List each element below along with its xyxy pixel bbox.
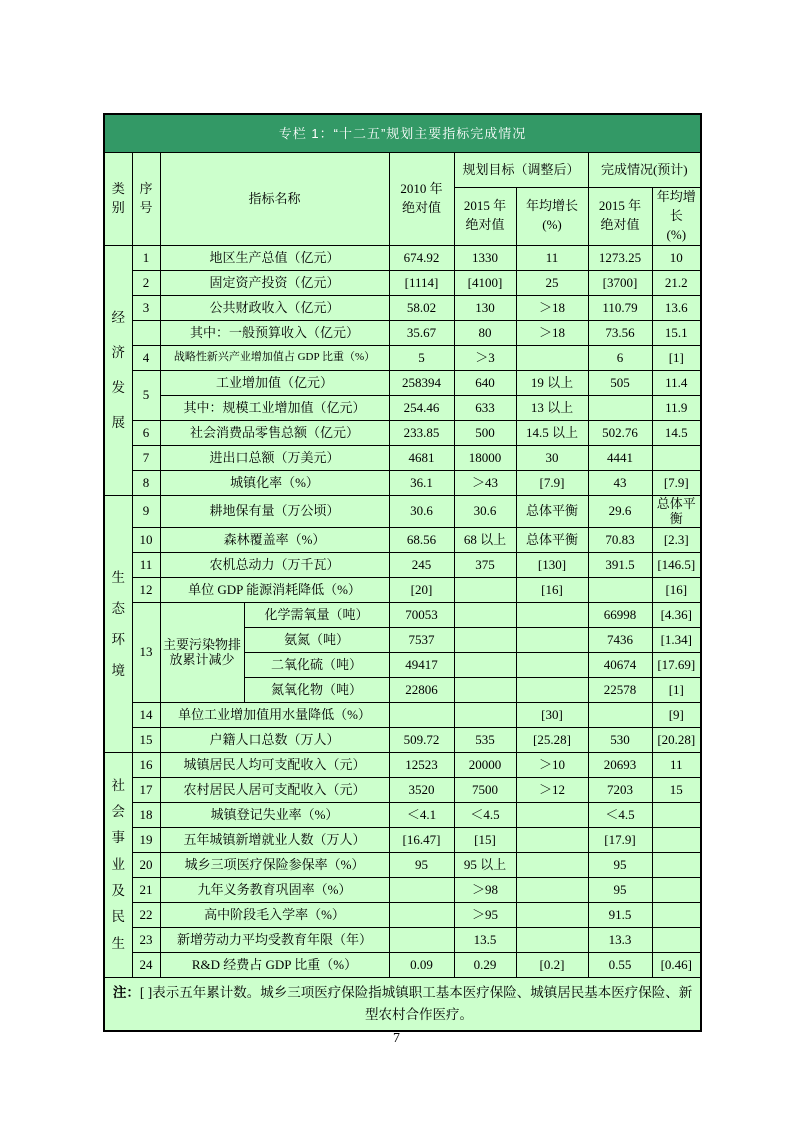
done-2015-cell: 70.83 bbox=[588, 527, 652, 552]
plan-2015-cell: 20000 bbox=[454, 752, 516, 777]
indicator-name-cell: 九年义务教育巩固率（%） bbox=[160, 877, 389, 902]
table-title-row bbox=[104, 114, 701, 153]
plan-growth-cell bbox=[516, 852, 588, 877]
indicator-name-cell: 单位 GDP 能源消耗降低（%） bbox=[160, 577, 389, 602]
row-number-cell: 15 bbox=[132, 727, 160, 752]
header-done-2015-absolute bbox=[588, 188, 652, 246]
done-growth-cell: 15.1 bbox=[652, 320, 701, 345]
table-row bbox=[104, 902, 701, 927]
table-row bbox=[104, 345, 701, 370]
done-2015-cell: 505 bbox=[588, 370, 652, 395]
indicator-name-cell: 户籍人口总数（万人） bbox=[160, 727, 389, 752]
plan-growth-cell: 19 以上 bbox=[516, 370, 588, 395]
done-growth-cell bbox=[652, 827, 701, 852]
done-growth-cell: 11 bbox=[652, 752, 701, 777]
done-growth-cell: 11.9 bbox=[652, 395, 701, 420]
done-growth-cell: [4.36] bbox=[652, 602, 701, 627]
plan-growth-cell: ＞18 bbox=[516, 320, 588, 345]
table-row bbox=[104, 470, 701, 495]
row-number-cell: 1 bbox=[132, 245, 160, 270]
row-number-cell: 9 bbox=[132, 495, 160, 527]
plan-2015-cell: 18000 bbox=[454, 445, 516, 470]
plan-2015-cell: 535 bbox=[454, 727, 516, 752]
table-row bbox=[104, 852, 701, 877]
value-2010-cell: [16.47] bbox=[389, 827, 454, 852]
plan-growth-cell: 总体平衡 bbox=[516, 495, 588, 527]
plan-2015-cell: 30.6 bbox=[454, 495, 516, 527]
note-text: [ ]表示五年累计数。城乡三项医疗保险指城镇职工基本医疗保险、城镇居民基本医疗保险、新型农村合作医疗。 bbox=[139, 985, 693, 1022]
plan-2015-cell bbox=[454, 677, 516, 702]
done-growth-cell: 14.5 bbox=[652, 420, 701, 445]
plan-growth-cell: 13 以上 bbox=[516, 395, 588, 420]
value-2010-cell: 258394 bbox=[389, 370, 454, 395]
table-row bbox=[104, 552, 701, 577]
header-2010-absolute bbox=[389, 153, 454, 246]
plan-growth-cell: [25.28] bbox=[516, 727, 588, 752]
plan-growth-cell: [0.2] bbox=[516, 952, 588, 977]
done-growth-cell bbox=[652, 902, 701, 927]
indicator-name-cell: 社会消费品零售总额（亿元） bbox=[160, 420, 389, 445]
done-growth-cell: [0.46] bbox=[652, 952, 701, 977]
plan-growth-cell bbox=[516, 652, 588, 677]
pollutant-group-label-cell: 主要污染物排放累计减少 bbox=[160, 602, 244, 702]
document-page-content bbox=[103, 113, 702, 1032]
value-2010-cell: 7537 bbox=[389, 627, 454, 652]
header-done-growth-line1: 年均增长 bbox=[656, 189, 696, 223]
plan-2015-cell: 7500 bbox=[454, 777, 516, 802]
indicator-name-cell: 单位工业增加值用水量降低（%） bbox=[160, 702, 389, 727]
done-2015-cell: 0.55 bbox=[588, 952, 652, 977]
plan-2015-cell: 633 bbox=[454, 395, 516, 420]
plan-2015-cell: 130 bbox=[454, 295, 516, 320]
row-number-cell: 8 bbox=[132, 470, 160, 495]
value-2010-cell: 95 bbox=[389, 852, 454, 877]
header-done-2015-line1: 2015 年 bbox=[598, 198, 642, 214]
done-2015-cell: 20693 bbox=[588, 752, 652, 777]
table-row bbox=[104, 370, 701, 395]
indicator-name-cell: 工业增加值（亿元） bbox=[160, 370, 389, 395]
table-row bbox=[104, 270, 701, 295]
plan-2015-cell: ＞43 bbox=[454, 470, 516, 495]
plan-2015-cell: [15] bbox=[454, 827, 516, 852]
header-done-growth bbox=[652, 188, 701, 246]
header-category bbox=[104, 153, 132, 246]
done-growth-cell: [7.9] bbox=[652, 470, 701, 495]
header-2010-line2: 绝对值 bbox=[401, 199, 441, 215]
table-row bbox=[104, 927, 701, 952]
table-row bbox=[104, 952, 701, 977]
done-2015-cell: 502.76 bbox=[588, 420, 652, 445]
table-row bbox=[104, 727, 701, 752]
indicator-name-cell: 地区生产总值（亿元） bbox=[160, 245, 389, 270]
header-no bbox=[132, 153, 160, 246]
row-number-cell: 3 bbox=[132, 295, 160, 320]
indicator-name-cell: 城镇登记失业率（%） bbox=[160, 802, 389, 827]
table-row bbox=[104, 527, 701, 552]
indicator-name-cell: 农村居民人居可支配收入（元） bbox=[160, 777, 389, 802]
category-cell-social bbox=[104, 752, 132, 977]
plan-growth-cell bbox=[516, 677, 588, 702]
header-category-line1: 类 bbox=[111, 180, 125, 196]
plan-growth-cell: 25 bbox=[516, 270, 588, 295]
value-2010-cell: 35.67 bbox=[389, 320, 454, 345]
row-number-cell: 18 bbox=[132, 802, 160, 827]
plan-growth-cell: 总体平衡 bbox=[516, 527, 588, 552]
table-note bbox=[107, 982, 698, 1025]
done-2015-cell: 1273.25 bbox=[588, 245, 652, 270]
indicator-name-cell: 新增劳动力平均受教育年限（年） bbox=[160, 927, 389, 952]
plan-growth-cell: 14.5 以上 bbox=[516, 420, 588, 445]
row-number-cell: 2 bbox=[132, 270, 160, 295]
indicator-name-cell: 耕地保有量（万公顷） bbox=[160, 495, 389, 527]
done-2015-cell: 95 bbox=[588, 852, 652, 877]
plan-growth-cell bbox=[516, 345, 588, 370]
sub-indicator-name-cell: 氮氧化物（吨） bbox=[244, 677, 389, 702]
plan-growth-cell: [7.9] bbox=[516, 470, 588, 495]
plan-2015-cell bbox=[454, 577, 516, 602]
header-plan-2015-line2: 绝对值 bbox=[465, 217, 505, 233]
row-number-cell: 17 bbox=[132, 777, 160, 802]
done-2015-cell: 43 bbox=[588, 470, 652, 495]
header-2010-line1: 2010 年 bbox=[400, 180, 443, 196]
header-no-line2: 号 bbox=[139, 199, 153, 215]
done-2015-cell: 391.5 bbox=[588, 552, 652, 577]
value-2010-cell bbox=[389, 927, 454, 952]
row-number-cell: 22 bbox=[132, 902, 160, 927]
plan-growth-cell: ＞18 bbox=[516, 295, 588, 320]
header-done-2015-line2: 绝对值 bbox=[600, 217, 640, 233]
done-2015-cell bbox=[588, 395, 652, 420]
plan-2015-cell bbox=[454, 652, 516, 677]
done-2015-cell: 40674 bbox=[588, 652, 652, 677]
row-number-cell: 6 bbox=[132, 420, 160, 445]
value-2010-cell: 49417 bbox=[389, 652, 454, 677]
done-growth-cell: [9] bbox=[652, 702, 701, 727]
value-2010-cell: 30.6 bbox=[389, 495, 454, 527]
plan-2015-cell: 500 bbox=[454, 420, 516, 445]
row-number-cell: 13 bbox=[132, 602, 160, 702]
category-cell-economy bbox=[104, 245, 132, 495]
done-growth-cell: [2.3] bbox=[652, 527, 701, 552]
value-2010-cell: 5 bbox=[389, 345, 454, 370]
value-2010-cell: 674.92 bbox=[389, 245, 454, 270]
row-number-cell: 19 bbox=[132, 827, 160, 852]
row-number-cell: 11 bbox=[132, 552, 160, 577]
category-cell-ecology bbox=[104, 495, 132, 752]
plan-2015-cell bbox=[454, 702, 516, 727]
plan-2015-cell: ＜4.5 bbox=[454, 802, 516, 827]
done-2015-cell: 13.3 bbox=[588, 927, 652, 952]
row-number-cell: 12 bbox=[132, 577, 160, 602]
table-row bbox=[104, 320, 701, 345]
table-row bbox=[104, 295, 701, 320]
plan-growth-cell: [16] bbox=[516, 577, 588, 602]
header-no-line1: 序 bbox=[139, 180, 153, 196]
category-label: 社会事业及民生 bbox=[111, 777, 125, 951]
plan-indicators-table bbox=[103, 113, 702, 1032]
value-2010-cell: 3520 bbox=[389, 777, 454, 802]
header-plan-growth-line1: 年均增长 bbox=[525, 198, 578, 214]
done-growth-cell: [1] bbox=[652, 345, 701, 370]
indicator-name-cell: 其中：一般预算收入（亿元） bbox=[160, 320, 389, 345]
done-growth-cell: 15 bbox=[652, 777, 701, 802]
value-2010-cell bbox=[389, 902, 454, 927]
table-row bbox=[104, 245, 701, 270]
done-growth-cell: [1] bbox=[652, 677, 701, 702]
value-2010-cell: 233.85 bbox=[389, 420, 454, 445]
plan-2015-cell: 13.5 bbox=[454, 927, 516, 952]
sub-indicator-name-cell: 二氧化硫（吨） bbox=[244, 652, 389, 677]
header-category-line2: 别 bbox=[111, 199, 125, 215]
table-note-cell bbox=[104, 977, 701, 1031]
header-plan-2015-absolute bbox=[454, 188, 516, 246]
plan-growth-cell: 11 bbox=[516, 245, 588, 270]
done-growth-cell bbox=[652, 852, 701, 877]
done-growth-cell: [17.69] bbox=[652, 652, 701, 677]
row-number-cell: 5 bbox=[132, 370, 160, 420]
done-growth-cell: [20.28] bbox=[652, 727, 701, 752]
done-2015-cell: ＜4.5 bbox=[588, 802, 652, 827]
done-growth-cell: 13.6 bbox=[652, 295, 701, 320]
value-2010-cell bbox=[389, 702, 454, 727]
plan-growth-cell bbox=[516, 827, 588, 852]
done-2015-cell: [3700] bbox=[588, 270, 652, 295]
done-growth-cell: [1.34] bbox=[652, 627, 701, 652]
done-2015-cell: 95 bbox=[588, 877, 652, 902]
value-2010-cell: 70053 bbox=[389, 602, 454, 627]
done-2015-cell: 4441 bbox=[588, 445, 652, 470]
value-2010-cell: 245 bbox=[389, 552, 454, 577]
done-2015-cell: 91.5 bbox=[588, 902, 652, 927]
plan-2015-cell: [4100] bbox=[454, 270, 516, 295]
plan-2015-cell: ＞95 bbox=[454, 902, 516, 927]
indicator-name-cell: 农机总动力（万千瓦） bbox=[160, 552, 389, 577]
done-2015-cell: 6 bbox=[588, 345, 652, 370]
plan-2015-cell: 68 以上 bbox=[454, 527, 516, 552]
done-2015-cell: [17.9] bbox=[588, 827, 652, 852]
done-2015-cell bbox=[588, 702, 652, 727]
table-row bbox=[104, 877, 701, 902]
done-growth-cell: [16] bbox=[652, 577, 701, 602]
row-number-cell: 10 bbox=[132, 527, 160, 552]
plan-2015-cell bbox=[454, 627, 516, 652]
table-row bbox=[104, 495, 701, 527]
done-growth-cell: 21.2 bbox=[652, 270, 701, 295]
row-number-cell bbox=[132, 320, 160, 345]
plan-growth-cell: ＞12 bbox=[516, 777, 588, 802]
done-2015-cell: 110.79 bbox=[588, 295, 652, 320]
done-growth-cell: 总体平衡 bbox=[652, 495, 701, 527]
plan-2015-cell: ＞98 bbox=[454, 877, 516, 902]
table-title: 专栏 1：“十二五”规划主要指标完成情况 bbox=[104, 114, 701, 153]
value-2010-cell: 58.02 bbox=[389, 295, 454, 320]
value-2010-cell: 254.46 bbox=[389, 395, 454, 420]
done-growth-cell bbox=[652, 877, 701, 902]
table-row bbox=[104, 777, 701, 802]
plan-2015-cell: 95 以上 bbox=[454, 852, 516, 877]
indicator-name-cell: 城乡三项医疗保险参保率（%） bbox=[160, 852, 389, 877]
done-growth-cell: 11.4 bbox=[652, 370, 701, 395]
value-2010-cell bbox=[389, 877, 454, 902]
done-growth-cell: 10 bbox=[652, 245, 701, 270]
indicator-name-cell: 城镇化率（%） bbox=[160, 470, 389, 495]
table-row bbox=[104, 827, 701, 852]
value-2010-cell: 22806 bbox=[389, 677, 454, 702]
value-2010-cell: 68.56 bbox=[389, 527, 454, 552]
sub-indicator-name-cell: 氨氮（吨） bbox=[244, 627, 389, 652]
indicator-name-cell: 其中：规模工业增加值（亿元） bbox=[160, 395, 389, 420]
indicator-name-cell: 战略性新兴产业增加值占 GDP 比重（%） bbox=[160, 345, 389, 370]
header-plan-growth-line2: (%) bbox=[542, 217, 562, 233]
row-number-cell: 24 bbox=[132, 952, 160, 977]
header-plan-growth bbox=[516, 188, 588, 246]
done-growth-cell bbox=[652, 445, 701, 470]
plan-growth-cell: [30] bbox=[516, 702, 588, 727]
indicator-name-cell: 五年城镇新增就业人数（万人） bbox=[160, 827, 389, 852]
done-2015-cell: 7203 bbox=[588, 777, 652, 802]
table-row bbox=[104, 602, 701, 627]
header-indicator-name: 指标名称 bbox=[160, 153, 389, 246]
header-done-growth-line2: (%) bbox=[666, 226, 687, 242]
plan-growth-cell bbox=[516, 902, 588, 927]
plan-2015-cell: 0.29 bbox=[454, 952, 516, 977]
value-2010-cell: 12523 bbox=[389, 752, 454, 777]
done-2015-cell: 530 bbox=[588, 727, 652, 752]
plan-2015-cell: ＞3 bbox=[454, 345, 516, 370]
value-2010-cell: [1114] bbox=[389, 270, 454, 295]
done-2015-cell: 22578 bbox=[588, 677, 652, 702]
header-plan-target-group: 规划目标（调整后） bbox=[454, 153, 588, 188]
note-label: 注： bbox=[112, 985, 140, 1001]
value-2010-cell: [20] bbox=[389, 577, 454, 602]
plan-2015-cell: 80 bbox=[454, 320, 516, 345]
row-number-cell: 4 bbox=[132, 345, 160, 370]
table-row bbox=[104, 445, 701, 470]
plan-growth-cell bbox=[516, 602, 588, 627]
done-2015-cell: 7436 bbox=[588, 627, 652, 652]
plan-2015-cell bbox=[454, 602, 516, 627]
done-growth-cell bbox=[652, 927, 701, 952]
table-row bbox=[104, 577, 701, 602]
category-label: 经济发展 bbox=[111, 309, 125, 431]
header-row-groups bbox=[104, 153, 701, 188]
indicator-name-cell: 高中阶段毛入学率（%） bbox=[160, 902, 389, 927]
table-row bbox=[104, 802, 701, 827]
row-number-cell: 14 bbox=[132, 702, 160, 727]
plan-2015-cell: 640 bbox=[454, 370, 516, 395]
done-2015-cell: 29.6 bbox=[588, 495, 652, 527]
table-row bbox=[104, 702, 701, 727]
table-row bbox=[104, 395, 701, 420]
note-row bbox=[104, 977, 701, 1031]
plan-growth-cell bbox=[516, 927, 588, 952]
row-number-cell: 21 bbox=[132, 877, 160, 902]
plan-growth-cell bbox=[516, 877, 588, 902]
indicator-name-cell: 公共财政收入（亿元） bbox=[160, 295, 389, 320]
value-2010-cell: 4681 bbox=[389, 445, 454, 470]
category-label: 生态环境 bbox=[111, 569, 125, 678]
plan-2015-cell: 1330 bbox=[454, 245, 516, 270]
page-number: 7 bbox=[393, 1031, 400, 1046]
indicator-name-cell: 森林覆盖率（%） bbox=[160, 527, 389, 552]
value-2010-cell: 509.72 bbox=[389, 727, 454, 752]
header-completion-group: 完成情况(预计) bbox=[588, 153, 701, 188]
plan-growth-cell: 30 bbox=[516, 445, 588, 470]
plan-growth-cell: [130] bbox=[516, 552, 588, 577]
indicator-name-cell: 城镇居民人均可支配收入（元） bbox=[160, 752, 389, 777]
done-2015-cell bbox=[588, 577, 652, 602]
done-growth-cell: [146.5] bbox=[652, 552, 701, 577]
indicator-name-cell: 固定资产投资（亿元） bbox=[160, 270, 389, 295]
value-2010-cell: ＜4.1 bbox=[389, 802, 454, 827]
table-row bbox=[104, 752, 701, 777]
indicator-name-cell: 进出口总额（万美元） bbox=[160, 445, 389, 470]
done-2015-cell: 73.56 bbox=[588, 320, 652, 345]
table-row bbox=[104, 420, 701, 445]
plan-growth-cell bbox=[516, 802, 588, 827]
row-number-cell: 23 bbox=[132, 927, 160, 952]
plan-2015-cell: 375 bbox=[454, 552, 516, 577]
row-number-cell: 16 bbox=[132, 752, 160, 777]
plan-growth-cell: ＞10 bbox=[516, 752, 588, 777]
value-2010-cell: 36.1 bbox=[389, 470, 454, 495]
done-growth-cell bbox=[652, 802, 701, 827]
row-number-cell: 20 bbox=[132, 852, 160, 877]
indicator-name-cell: R&D 经费占 GDP 比重（%） bbox=[160, 952, 389, 977]
done-2015-cell: 66998 bbox=[588, 602, 652, 627]
plan-growth-cell bbox=[516, 627, 588, 652]
header-plan-2015-line1: 2015 年 bbox=[463, 198, 507, 214]
value-2010-cell: 0.09 bbox=[389, 952, 454, 977]
sub-indicator-name-cell: 化学需氧量（吨） bbox=[244, 602, 389, 627]
row-number-cell: 7 bbox=[132, 445, 160, 470]
